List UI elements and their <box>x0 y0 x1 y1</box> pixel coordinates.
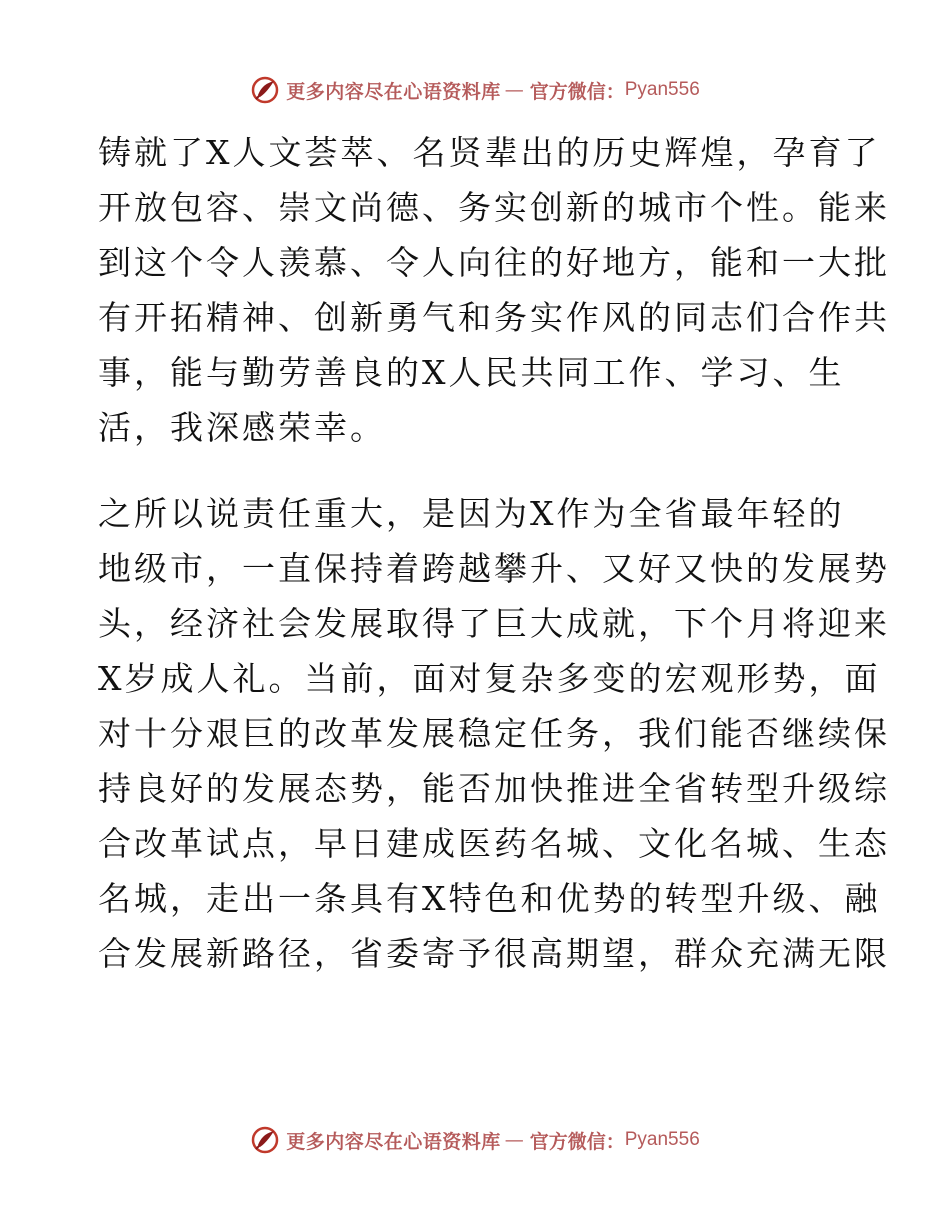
header-banner <box>0 70 950 110</box>
text-line: 合发展新路径，省委寄予很高期望，群众充满无限 <box>98 934 890 973</box>
footer-wechat-label: 官方微信： <box>529 1130 625 1153</box>
text-line: 开放包容、崇文尚德、务实创新的城市个性。能来 <box>98 188 890 227</box>
header-wechat-id: Pyan556 <box>624 79 700 100</box>
text-line: 事，能与勤劳善良的X人民共同工作、学习、生 <box>98 353 845 392</box>
paragraph-1 <box>98 125 890 455</box>
footer-dash: — <box>504 1129 524 1151</box>
header-dash: — <box>504 79 524 101</box>
logo-icon <box>250 75 280 105</box>
footer-banner <box>0 1120 950 1160</box>
header-site-text: 更多内容尽在心语资料库 <box>286 80 501 103</box>
document-body <box>98 125 890 981</box>
text-line: 到这个令人羡慕、令人向往的好地方，能和一大批 <box>98 243 890 282</box>
text-line: 对十分艰巨的改革发展稳定任务，我们能否继续保 <box>98 714 890 753</box>
text-line: 铸就了X人文荟萃、名贤辈出的历史辉煌，孕育了 <box>98 133 881 172</box>
text-line: 之所以说责任重大，是因为X作为全省最年轻的 <box>98 494 845 533</box>
text-line: 活，我深感荣幸。 <box>98 408 386 447</box>
text-line: X岁成人礼。当前，面对复杂多变的宏观形势，面 <box>98 659 881 698</box>
logo-icon <box>250 1125 280 1155</box>
text-line: 地级市，一直保持着跨越攀升、又好又快的发展势 <box>98 549 890 588</box>
text-line: 合改革试点，早日建成医药名城、文化名城、生态 <box>98 824 890 863</box>
header-wechat-label: 官方微信： <box>529 80 625 103</box>
text-line: 名城，走出一条具有X特色和优势的转型升级、融 <box>98 879 881 918</box>
text-line: 持良好的发展态势，能否加快推进全省转型升级综 <box>98 769 890 808</box>
text-line: 头，经济社会发展取得了巨大成就，下个月将迎来 <box>98 604 890 643</box>
paragraph-2 <box>98 486 890 981</box>
footer-site-text: 更多内容尽在心语资料库 <box>286 1130 501 1153</box>
text-line: 有开拓精神、创新勇气和务实作风的同志们合作共 <box>98 298 890 337</box>
footer-wechat-id: Pyan556 <box>624 1129 700 1150</box>
